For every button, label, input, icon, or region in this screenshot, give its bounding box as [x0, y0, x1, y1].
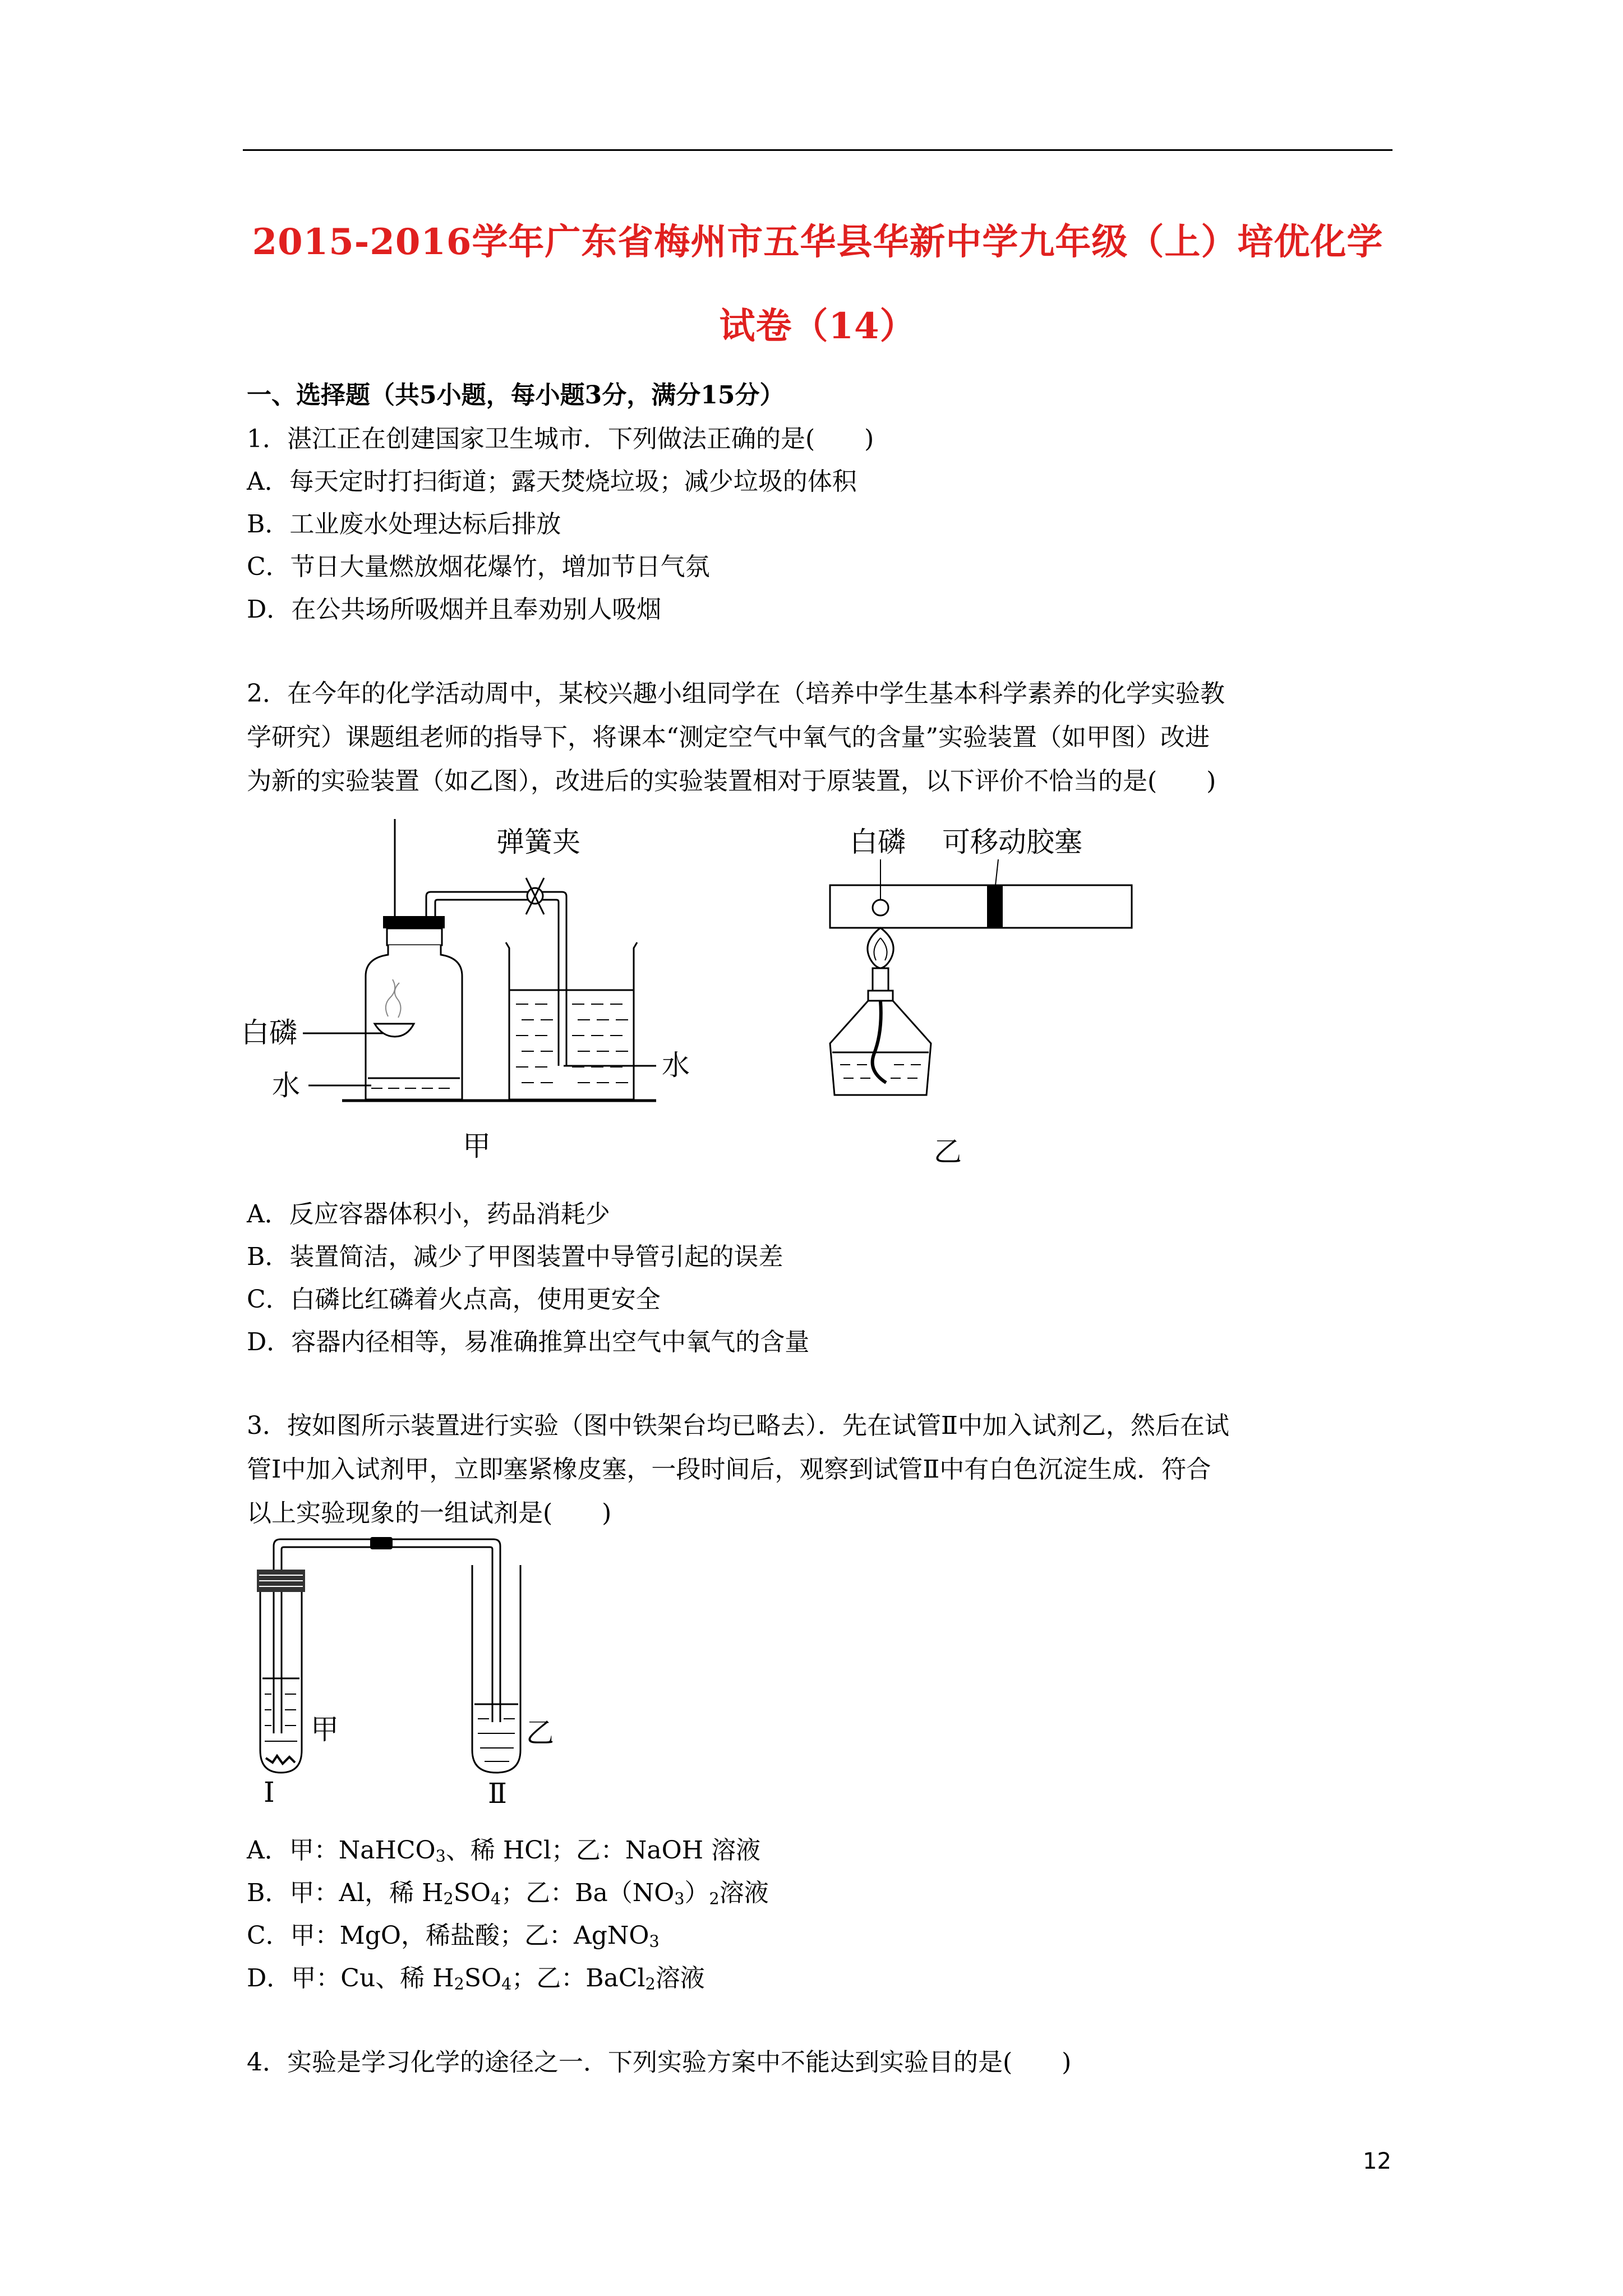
page-title-line-2: 试卷（14）: [719, 305, 916, 347]
label-yi-q3: 乙: [526, 1717, 554, 1749]
q3-option-b: B．甲：Al，稀 $H_2SO_4$；乙：$Ba(NO_3)_2$溶液: [247, 1879, 769, 1908]
q3-option-d: D．甲：Cu、稀 $H_2SO_4$；乙：BaCl$_2$溶液: [247, 1964, 705, 1994]
header-rule: [243, 149, 1393, 151]
label-jia: 甲: [463, 1130, 491, 1162]
label-tube-2: Ⅱ: [488, 1777, 507, 1810]
label-jia-q3: 甲: [311, 1713, 339, 1746]
q2-stem-line-3: 为新的实验装置（如乙图），改进后的实验装置相对于原装置，以下评价不恰当的是( ): [247, 767, 1216, 795]
label-white-phosphorus: 白磷: [241, 1016, 297, 1049]
q3-stem-line-3: 以上实验现象的一组试剂是( ): [247, 1499, 612, 1527]
q2-option-c: C．白磷比红磷着火点高，使用更安全: [247, 1285, 661, 1314]
q4-stem: 4．实验是学习化学的途径之一．下列实验方案中不能达到实验目的是( ): [247, 2048, 1072, 2077]
q2-option-b: B．装置简洁，减少了甲图装置中导管引起的误差: [247, 1243, 783, 1271]
movable-plug: [987, 885, 1003, 928]
label-water-beaker: 水: [662, 1049, 690, 1082]
section-heading: 一、选择题（共5小题，每小题3分，满分15分）: [247, 381, 785, 409]
q3-stem-line-1: 3．按如图所示装置进行实验（图中铁架台均已略去）．先在试管Ⅱ中加入试剂乙，然后在试: [247, 1411, 1229, 1440]
page-number: 12: [1363, 2148, 1391, 2174]
q3-stem-line-2: 管Ⅰ中加入试剂甲，立即塞紧橡皮塞，一段时间后，观察到试管Ⅱ中有白色沉淀生成．符合: [247, 1455, 1211, 1484]
q2-stem-line-1: 2．在今年的化学活动周中，某校兴趣小组同学在（培养中学生基本科学素养的化学实验教: [247, 679, 1225, 708]
figure-yi-apparatus: [808, 808, 1144, 1167]
q1-stem: 1．湛江正在创建国家卫生城市．下列做法正确的是( ): [247, 425, 874, 453]
figure-q3-test-tubes: [241, 1531, 589, 1818]
q1-option-b: B．工业废水处理达标后排放: [247, 510, 561, 539]
q2-option-d: D．容器内径相等，易准确推算出空气中氧气的含量: [247, 1328, 810, 1356]
q1-option-a: A．每天定时打扫街道；露天焚烧垃圾；减少垃圾的体积: [247, 467, 857, 496]
q2-option-a: A．反应容器体积小，药品消耗少: [247, 1200, 610, 1228]
q2-stem-line-2: 学研究）课题组老师的指导下，将课本“测定空气中氧气的含量”实验装置（如甲图）改进: [247, 723, 1210, 752]
label-yi: 乙: [934, 1135, 962, 1168]
q1-option-d: D．在公共场所吸烟并且奉劝别人吸烟: [247, 595, 662, 624]
q1-option-c: C．节日大量燃放烟花爆竹，增加节日气氛: [247, 553, 710, 581]
label-tube-1: I: [264, 1776, 275, 1809]
figure-jia-apparatus: [241, 808, 746, 1167]
q3-option-a: A．甲：NaHCO$_3$、稀 HCl；乙：NaOH 溶液: [247, 1836, 761, 1866]
label-spring-clamp: 弹簧夹: [496, 826, 580, 858]
label-water-bottle: 水: [272, 1069, 300, 1102]
page-title-line-1: 2015-2016学年广东省梅州市五华县华新中学九年级（上）培优化学: [252, 221, 1384, 263]
rubber-joint: [370, 1537, 393, 1549]
q3-option-c: C．甲：MgO，稀盐酸；乙：AgNO$_3$: [247, 1921, 660, 1951]
label-white-p-yi: 白磷: [850, 826, 906, 858]
label-movable-plug: 可移动胶塞: [942, 826, 1082, 858]
